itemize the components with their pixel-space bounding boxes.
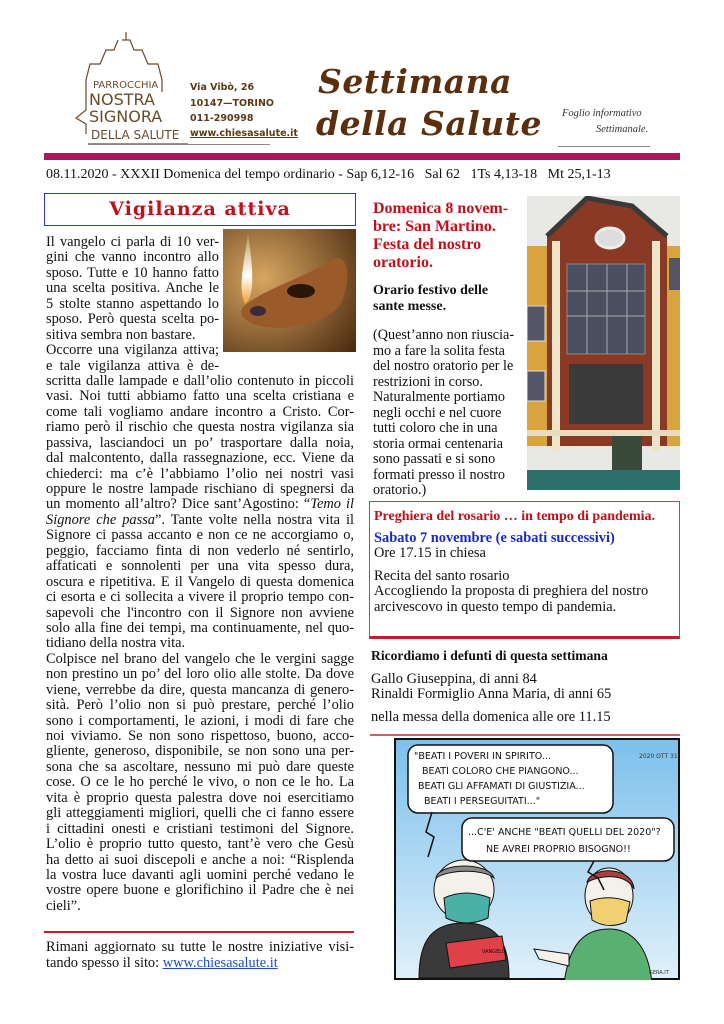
- rosary-date: Sabato 7 novembre (e sabati successivi): [374, 530, 615, 546]
- article-line: sità. Però l’olio non si può prestare, perché l’olio: [46, 697, 354, 714]
- oratorio-body-line: restrizioni in corso.: [373, 373, 483, 390]
- rosary-title: Preghiera del rosario … in tempo di pandemia.: [374, 509, 656, 524]
- bubble1-line: BEATI GLI AFFAMATI DI GIUSTIZIA...: [418, 781, 585, 792]
- mass-schedule-line: Orario festivo delle: [373, 283, 489, 298]
- article-line: noi viviamo. Se non sono rispettoso, buono, acco-: [46, 728, 354, 744]
- divider: [44, 931, 354, 933]
- cartoon-credit: GERA.IT: [649, 970, 669, 976]
- subtitle-line2: Settimanale.: [596, 124, 649, 135]
- oratorio-body-line: negli occhi e nel cuore: [373, 404, 502, 421]
- article-line: L’olio è proprio tutto questo, tant’è vero che Gesù: [46, 836, 354, 853]
- cartoon-illustration: [394, 738, 680, 980]
- article-line: Signore ci passa accanto e non ce ne accorgiamo o,: [46, 527, 354, 544]
- article-line: gini che vanno incontro allo: [46, 249, 219, 266]
- rosary-line2: Accogliendo la proposta di preghiera del nostro: [374, 583, 649, 599]
- article-line: viene, verrebbe da dire, questa mancanza di genero-: [46, 681, 354, 698]
- article-line: sono i comportamenti, le azioni, i modi di fare che: [46, 712, 354, 729]
- article-line: gli atteggiamenti migliori, quelli che ci fanno essere: [46, 805, 354, 822]
- oratorio-body-line: formati presso il nostro: [373, 466, 506, 483]
- article-line: [46, 497, 354, 512]
- bubble2-line: ...C'E' ANCHE "BEATI QUELLI DEL 2020"?: [468, 827, 661, 838]
- article-line: [46, 513, 354, 528]
- bubble1-line: BEATI COLORO CHE PIANGONO...: [422, 766, 579, 777]
- website-link[interactable]: www.chiesasalute.it: [162, 955, 278, 971]
- article-line: la vostra luce davanti agli uomini perché vedano le: [46, 866, 354, 883]
- article-line: peggio, facciamo finta di non vederlo né sentirlo,: [46, 542, 354, 559]
- article-title: Vigilanza attiva: [109, 198, 291, 220]
- logo-line3: SIGNORA: [89, 107, 163, 126]
- subtitle-line1: Foglio informativo: [562, 108, 642, 119]
- newsletter-title-line2: della Salute: [316, 104, 542, 143]
- article-line: sona che sa ascoltare, nessuno mi può dare queste: [46, 758, 354, 775]
- divider: [370, 734, 680, 736]
- article-line: chiederci: ma c’è l’abbiamo l’olio nei nostri vasi: [46, 465, 354, 482]
- article-line: tidiano della nostra vita.: [46, 635, 186, 652]
- article-line: e tale vigilanza attiva è de-: [46, 357, 219, 374]
- logo-line1: PARROCCHIA: [93, 80, 159, 91]
- article-line: passiva, lasciandoci un po’ trasportare dalla noia,: [46, 434, 354, 451]
- article-line: vita è proprio questa palestra dove noi esercitiamo: [46, 789, 354, 806]
- deceased-title: Ricordiamo i defunti di questa settimana: [371, 648, 608, 663]
- oratorio-heading: [373, 200, 508, 272]
- oratorio-body-line: Naturalmente portiamo: [373, 389, 505, 405]
- logo-line2: NOSTRA: [89, 90, 155, 109]
- cartoon-signature: 2020 OTT 31: [639, 753, 678, 760]
- oratorio-body-line: sono passati e si sono: [373, 451, 496, 467]
- divider: [88, 144, 270, 145]
- article-line: riamo però il rischio che questa nostra vigilanza sia: [46, 419, 354, 436]
- oratorio-building-photo: [527, 196, 680, 490]
- oratorio-body-line: storia ormai centenaria: [373, 435, 503, 452]
- article-line: sitiva sembra non bastare.: [46, 326, 196, 343]
- church-logo-icon: [58, 28, 190, 148]
- oratorio-body: [373, 328, 514, 499]
- footer-line2: [46, 956, 278, 971]
- article-line: vasi. Noi tutti abbiamo fatto una scelta cristiana e: [46, 388, 354, 405]
- article-line: sposo. Però questa scelta po-: [46, 311, 219, 328]
- footer-line1: Rimani aggiornato su tutte le nostre iniziative visi-: [46, 939, 354, 955]
- article-line: ha detto ai suoi discepoli e anche a noi: “Risplenda: [46, 851, 354, 868]
- rosary-box: [369, 501, 680, 639]
- rosary-line1: Recita del santo rosario: [374, 568, 510, 584]
- oratorio-body-line: (Quest’anno non riuscia-: [373, 327, 515, 343]
- text-segment: ”. Tante volte nella nostra vita il: [155, 511, 354, 528]
- oratorio-body-line: del nostro oratorio per le: [373, 358, 514, 374]
- phone: 011-290998: [190, 113, 254, 124]
- bubble1-line: BEATI I PERSEGUITATI...": [424, 796, 541, 807]
- oratorio-body-line: tutti coloro che in una: [373, 420, 498, 436]
- article-line: i cittadini onesti e cristiani testimoni del Signore.: [46, 820, 354, 837]
- book-label: VANGELO: [482, 949, 506, 955]
- article-line: Occorre una vigilanza attiva;: [46, 342, 219, 359]
- article-line: scritta dalle lampade e dall’olio contenuto in piccoli: [46, 372, 354, 389]
- accent-bar: [44, 153, 680, 160]
- date-line: 08.11.2020 - XXXII Domenica del tempo ordinario - Sap 6,12-16 Sal 62 1Ts 4,13-18 Mt 25,1-13: [46, 167, 611, 182]
- mass-schedule-heading: [373, 283, 488, 314]
- article-line: oscura e ripetitiva. E il Vangelo di questa domenica: [46, 573, 354, 590]
- article-line: vostre opere buone e glorifichino il Padre che è nei: [46, 882, 354, 899]
- bubble1-line: "BEATI I POVERI IN SPIRITO...: [414, 751, 551, 762]
- article-line: dal malcontento, dalla rassegnazione, ecc. Viene da: [46, 450, 354, 467]
- oratorio-heading-line: Festa del nostro: [373, 236, 482, 253]
- italic-quote: Signore che passa: [46, 511, 155, 528]
- oratorio-heading-line: Domenica 8 novem-: [373, 200, 509, 217]
- article-line: solo alla fine dei tempi, ma continuamente, nel quo-: [46, 619, 354, 636]
- rosary-line3: arcivescovo in questo tempo di pandemia.: [374, 599, 617, 615]
- article-line: cieli”.: [46, 897, 81, 914]
- footer-text: tando spesso il sito:: [46, 955, 163, 971]
- article-line: gliente, generoso, disponibile, se non sono una per-: [46, 743, 354, 760]
- bubble2-line: NE AVREI PROPRIO BISOGNO!!: [486, 844, 631, 855]
- article-title-box: [44, 193, 356, 226]
- italic-quote: Temo il: [310, 496, 354, 513]
- deceased-name: Rinaldi Formiglio Anna Maria, di anni 65: [371, 686, 612, 702]
- article-line: sposo. Tutte e 10 hanno fatto: [46, 264, 219, 281]
- article-line: ci esorta e ci sollecita a vivere il proprio tempo con-: [46, 589, 354, 606]
- article-line: Il vangelo ci parla di 10 ver-: [46, 234, 219, 250]
- oratorio-heading-line: bre: San Martino.: [373, 218, 496, 235]
- article-line: 5 stolte stanno aspettando lo: [46, 295, 219, 312]
- article-body: [46, 235, 356, 914]
- address: Via Vibò, 26: [190, 82, 255, 93]
- article-line: oppure le nostre lampade rischiano di spegnersi da: [46, 481, 354, 497]
- oratorio-heading-line: oratorio.: [373, 254, 433, 271]
- deceased-name: Gallo Giuseppina, di anni 84: [371, 671, 537, 687]
- article-line: sapevoli che l'incontro con il Signore non avviene: [46, 604, 354, 621]
- text-segment: un momento all’altro? Dice sant’Agostino: “: [46, 496, 311, 513]
- article-line: come tali vogliamo andare incontro a Cristo. Cor-: [46, 403, 354, 420]
- divider: [558, 146, 650, 147]
- oratorio-body-line: oratorio.): [373, 482, 427, 498]
- oratorio-body-line: mo a fare la solita festa: [373, 342, 505, 359]
- article-line: non prestino un po’ del loro olio alle stolte. Da dove: [46, 666, 354, 683]
- rosary-time: Ore 17.15 in chiesa: [374, 545, 486, 561]
- article-line: Colpisce nel brano del vangelo che le vergini sagge: [46, 650, 354, 667]
- newsletter-title-line1: Settimana: [318, 62, 513, 101]
- logo-line4: DELLA SALUTE: [91, 128, 180, 142]
- article-line: cose. O ce le ho perché le vivo, o non ce le ho. La: [46, 774, 354, 791]
- deceased-note: nella messa della domenica alle ore 11.15: [371, 709, 611, 725]
- article-line: affaticati e sonnolenti per una vita spesso dura,: [46, 558, 354, 575]
- article-line: una scelta positiva. Anche le: [46, 280, 219, 297]
- city: 10147—TORINO: [190, 98, 274, 109]
- mass-schedule-line: sante messe.: [373, 298, 447, 314]
- header-website-link[interactable]: www.chiesasalute.it: [190, 128, 298, 139]
